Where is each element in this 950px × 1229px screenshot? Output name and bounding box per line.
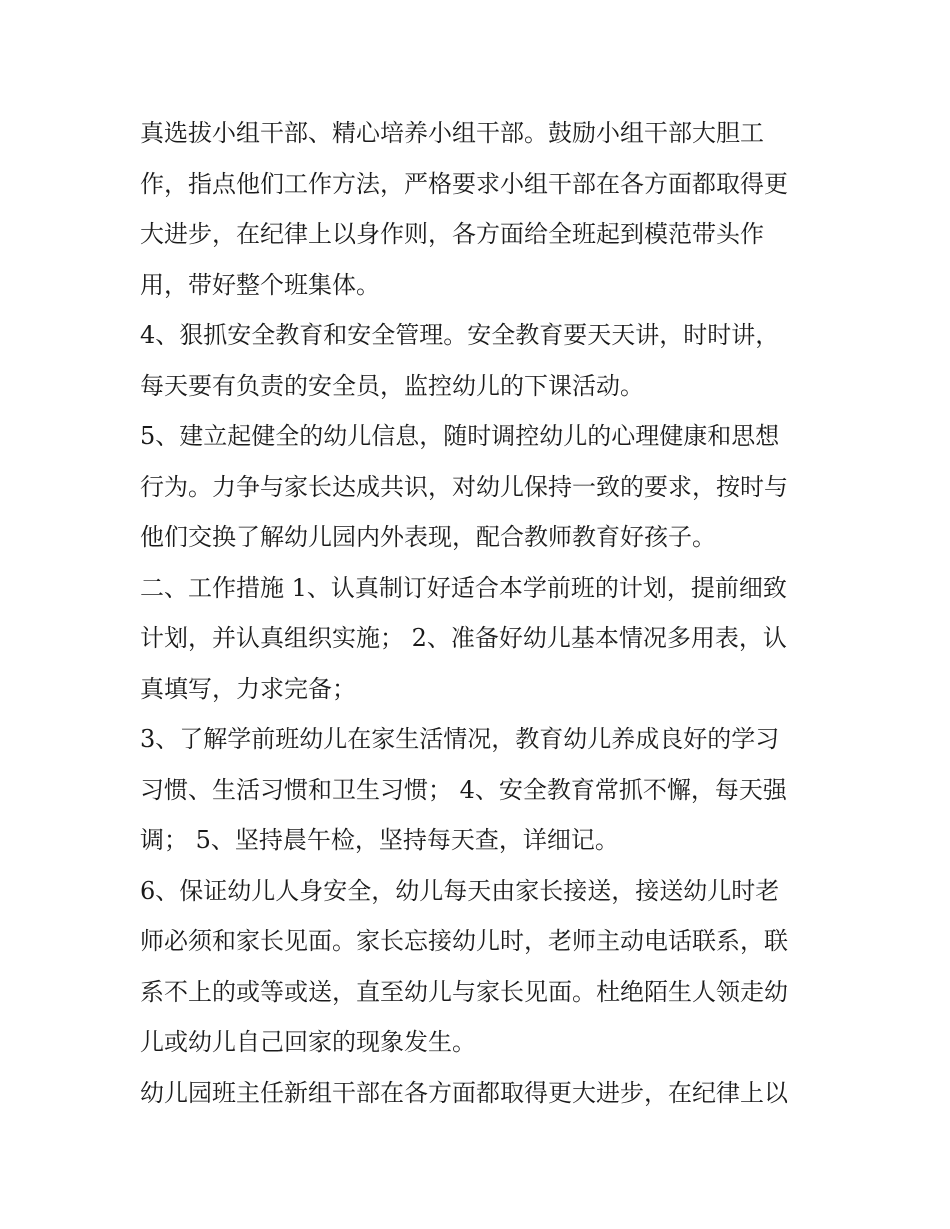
text-line: 6、保证幼儿人身安全，幼儿每天由家长接送，接送幼儿时老: [140, 876, 780, 905]
text-line: 调； 5、坚持晨午检，坚持每天查，详细记。: [140, 826, 619, 854]
text-line: 真选拔小组干部、精心培养小组干部。鼓励小组干部大胆工: [140, 119, 764, 147]
text-line: 作，指点他们工作方法，严格要求小组干部在各方面都取得更: [140, 169, 788, 198]
text-line: 二、工作措施 1、认真制订好适合本学前班的计划，提前细致: [140, 573, 787, 602]
text-line: 4、狠抓安全教育和安全管理。安全教育要天天讲，时时讲，: [140, 321, 780, 349]
text-line: 用，带好整个班集体。: [140, 270, 380, 299]
text-line: 计划，并认真组织实施； 2、准备好幼儿基本情况多用表，认: [140, 624, 787, 652]
text-line: 每天要有负责的安全员，监控幼儿的下课活动。: [140, 371, 644, 400]
text-line: 儿或幼儿自己回家的现象发生。: [140, 1028, 476, 1056]
text-line: 系不上的或等或送，直至幼儿与家长见面。杜绝陌生人领走幼: [140, 977, 788, 1006]
text-line: 大进步，在纪律上以身作则，各方面给全班起到模范带头作: [140, 220, 764, 248]
text-line: 幼儿园班主任新组干部在各方面都取得更大进步，在纪律上以: [140, 1078, 788, 1107]
text-line: 习惯、生活习惯和卫生习惯； 4、安全教育常抓不懈，每天强: [140, 775, 787, 804]
text-line: 师必须和家长见面。家长忘接幼儿时，老师主动电话联系，联: [140, 927, 788, 955]
text-line: 行为。力争与家长达成共识，对幼儿保持一致的要求，按时与: [140, 472, 788, 501]
text-line: 3、了解学前班幼儿在家生活情况，教育幼儿养成良好的学习: [140, 725, 780, 753]
text-line: 他们交换了解幼儿园内外表现，配合教师教育好孩子。: [140, 523, 716, 551]
document-body-text: [140, 108, 830, 1118]
text-line: 5、建立起健全的幼儿信息，随时调控幼儿的心理健康和思想: [140, 422, 780, 450]
text-line: 真填写，力求完备；: [140, 674, 356, 703]
